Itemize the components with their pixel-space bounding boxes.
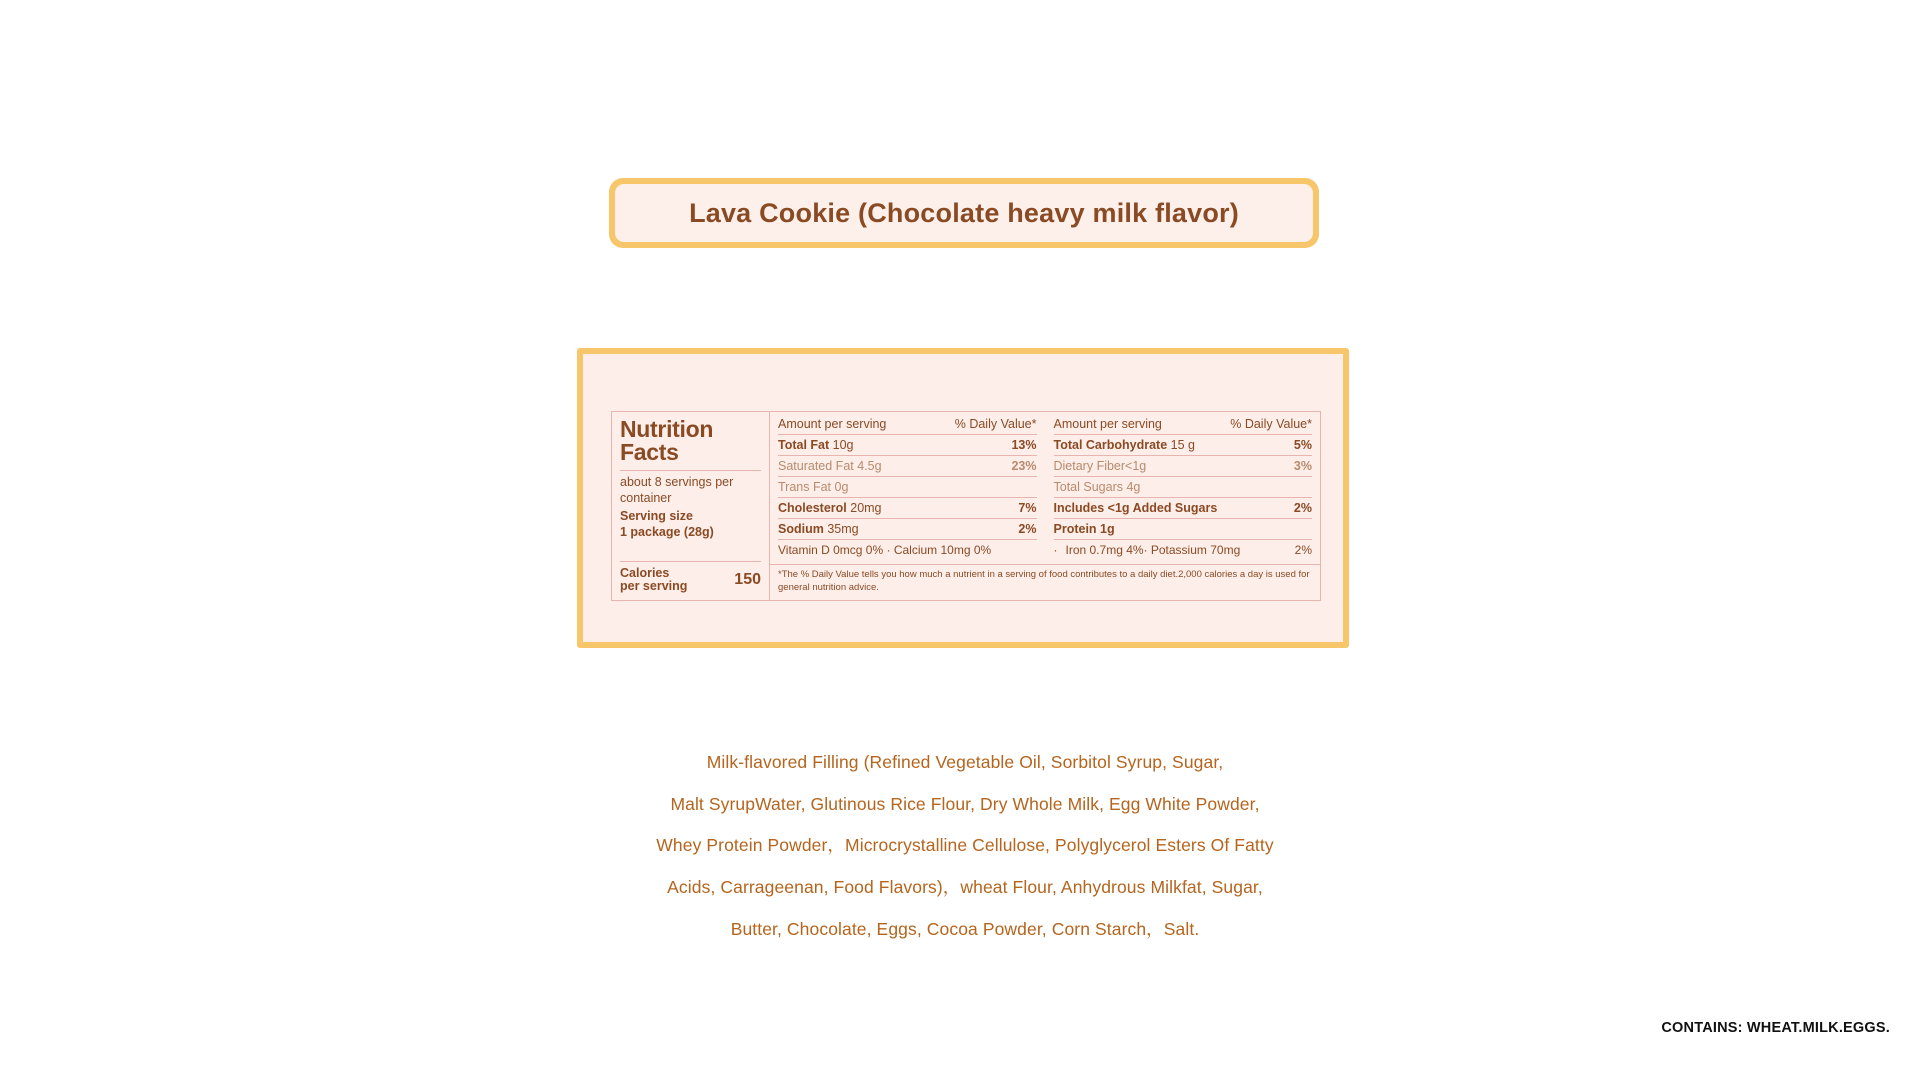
micronutrient-separator: ·: [1053, 543, 1058, 557]
divider: [620, 470, 761, 471]
nutrient-daily-value: 2%: [1018, 521, 1037, 536]
calories-value: 150: [734, 571, 761, 589]
nutrient-amount: Saturated Fat 4.5g: [778, 458, 882, 473]
nutrient-amount: 20mg: [846, 500, 882, 515]
nutrient-daily-value: 13%: [1011, 437, 1037, 452]
nutrient-row: [1054, 434, 1313, 455]
nutrient-amount: 10g: [829, 437, 854, 452]
nutrient-row: [778, 476, 1037, 497]
micronutrient-daily-value-right: 2%: [1294, 543, 1312, 557]
nutrient-amount: 35mg: [823, 521, 859, 536]
allergen-statement: CONTAINS: WHEAT.MILK.EGGS.: [1661, 1020, 1890, 1036]
ingredients-line: Whey Protein Powder，Microcrystalline Cellulose, Polyglycerol Esters Of Fatty: [656, 835, 1274, 856]
page-title: Lava Cookie (Chocolate heavy milk flavor): [689, 197, 1239, 228]
nutrient-row: [778, 455, 1037, 476]
ingredients-line: Milk-flavored Filling (Refined Vegetable Oil, Sorbitol Syrup, Sugar,: [706, 752, 1224, 772]
nutrient-name: Sodium: [778, 521, 824, 536]
nutrient-daily-value: 3%: [1293, 458, 1312, 473]
serving-size-value: 1 package (28g): [620, 524, 714, 539]
nutrition-facts-panel: [577, 348, 1349, 648]
nutrient-name: Total Fat: [778, 437, 830, 452]
nutrient-row: [1054, 497, 1313, 518]
ingredients-line: Butter, Chocolate, Eggs, Cocoa Powder, Corn Starch，Salt.: [730, 918, 1200, 939]
ingredients-list: [560, 742, 1370, 950]
ingredients-line: Acids, Carrageenan, Food Flavors)，wheat Flour, Anhydrous Milkfat, Sugar,: [667, 876, 1263, 897]
micronutrient-text-right: Iron 0.7mg 4%· Potassium 70mg: [1065, 543, 1241, 557]
nutrient-daily-value: 7%: [1018, 500, 1037, 515]
nutrition-facts-table: [611, 411, 1321, 601]
serving-size-label: Serving size: [620, 509, 693, 524]
amount-per-serving-label-left: Amount per serving: [778, 417, 887, 431]
micronutrients-left: [778, 539, 1037, 559]
nutrient-name: Cholesterol: [778, 500, 847, 515]
column-header-right: [1054, 417, 1313, 434]
product-title-banner: [609, 178, 1319, 248]
daily-value-label-right: % Daily Value*: [1230, 417, 1312, 431]
nutrient-daily-value: 5%: [1293, 437, 1312, 452]
nutrient-daily-value: 2%: [1293, 500, 1312, 515]
nutrient-name: Total Carbohydrate: [1053, 437, 1168, 452]
micronutrient-text-left: Vitamin D 0mcg 0% · Calcium 10mg 0%: [778, 543, 992, 557]
calories-label: Calories per serving: [620, 565, 688, 594]
nutrient-row: [1054, 476, 1313, 497]
daily-value-footnote: *The % Daily Value tells you how much a nutrient in a serving of food contributes to a daily diet.2,000 calories a day is used for general nutrition advice.: [770, 564, 1320, 600]
nutrient-row: [1054, 518, 1313, 539]
calories-row: [620, 561, 761, 595]
nutrient-amount: Total Sugars 4g: [1053, 479, 1141, 494]
daily-value-label-left: % Daily Value*: [954, 417, 1037, 431]
nutrition-summary-column: [612, 412, 770, 600]
nutrient-row: [778, 434, 1037, 455]
nutrient-amount: Trans Fat 0g: [778, 479, 849, 494]
nutrient-daily-value: 23%: [1011, 458, 1037, 473]
ingredients-line: Malt SyrupWater, Glutinous Rice Flour, Dry Whole Milk, Egg White Powder,: [670, 793, 1260, 814]
nutrient-row: [778, 497, 1037, 518]
nutrition-facts-heading: Nutrition Facts: [620, 416, 714, 466]
amount-per-serving-label-right: Amount per serving: [1053, 417, 1162, 431]
column-header-left: [778, 417, 1037, 434]
nutrient-name: Protein 1g: [1053, 521, 1115, 536]
nutrient-name: Includes <1g Added Sugars: [1053, 500, 1218, 515]
nutrient-row: [1054, 455, 1313, 476]
micronutrients-right: [1054, 539, 1313, 559]
nutrient-amount: 15 g: [1167, 437, 1195, 452]
product-title-inner: [615, 184, 1313, 242]
nutrient-row: [778, 518, 1037, 539]
nutrient-amount: Dietary Fiber<1g: [1053, 458, 1147, 473]
servings-per-container: about 8 servings per container: [620, 474, 734, 505]
